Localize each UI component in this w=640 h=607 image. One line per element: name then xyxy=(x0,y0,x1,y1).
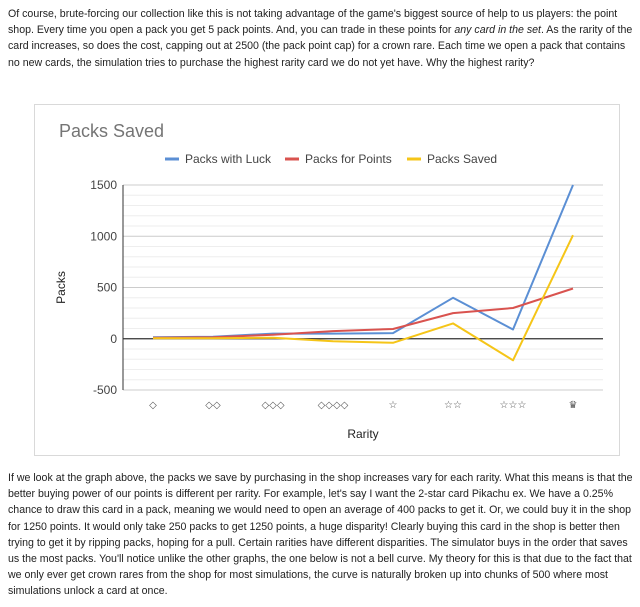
series-line-2 xyxy=(153,289,573,338)
x-category-label: ◇◇ xyxy=(205,400,221,411)
y-tick-label: 0 xyxy=(110,331,117,346)
x-category-label: ◇◇◇◇ xyxy=(317,400,349,411)
x-axis-title: Rarity xyxy=(347,427,379,441)
legend-label-1: Packs with Luck xyxy=(185,152,272,166)
intro-text-1: Of course, brute-forcing our collection like this is not taking advantage of the game's biggest source of help to us players: the point shop. Every time you open a pack you get 5 pack points. And, you can trade in these points for xyxy=(8,8,618,37)
series-line-1 xyxy=(153,185,573,337)
y-tick-label: 500 xyxy=(96,280,117,295)
chart-title: Packs Saved xyxy=(59,121,165,141)
y-tick-label: 1000 xyxy=(90,229,117,244)
chart-card xyxy=(34,104,620,456)
legend-label-2: Packs for Points xyxy=(305,152,392,166)
intro-emphasis: any card in the set xyxy=(454,24,541,37)
outro-paragraph: If we look at the graph above, the packs we save by purchasing in the shop increases vary for each rarity. What this means is that the better buying power of our points is different per rarity. For example, let's say I want the 2-star card Pikachu ex. We have a 0.25% chance to draw this card in a pack, meaning we would need to open an average of 400 packs to get it. Or, we could buy it in the shop for 1250 points. It would only take 250 packs to get 1250 points, a huge disparity! Clearly buying this card in the shop is better then trying to get it by ripping packs, hoping for a pull. Certain rarities have different disparities. The simulator buys in the order that saves us the most packs. You'll notice unlike the other graphs, the one below is not a bell curve. My theory for this is that due to the fact that we only ever get crown rares from the shop for most simulations, the curve is naturally broken up into chunks of 500 where most simulations unlock a card at once. xyxy=(8,472,633,598)
x-category-label: ♛ xyxy=(568,400,578,411)
x-category-label: ◇◇◇ xyxy=(261,400,285,411)
intro-text-2: . As the rarity of the card increases, so does the cost, capping out at 2500 (the pack point cap) for a crown rare. Each time we open a pack that contains no new cards, the simulation tries to purchase the highest rarity card we do not yet have. Why the highest rarity? xyxy=(8,24,633,69)
y-tick-label: 1500 xyxy=(90,178,117,192)
x-category-label: ☆ xyxy=(388,400,398,411)
legend-label-3: Packs Saved xyxy=(427,152,498,166)
x-category-label: ☆☆ xyxy=(444,400,462,411)
x-category-label: ◇ xyxy=(149,400,157,411)
y-axis-title: Packs xyxy=(54,271,68,304)
intro-paragraph xyxy=(8,6,634,71)
packs-saved-chart xyxy=(35,105,619,455)
x-category-label: ☆☆☆ xyxy=(499,400,527,411)
y-tick-label: -500 xyxy=(92,383,117,397)
